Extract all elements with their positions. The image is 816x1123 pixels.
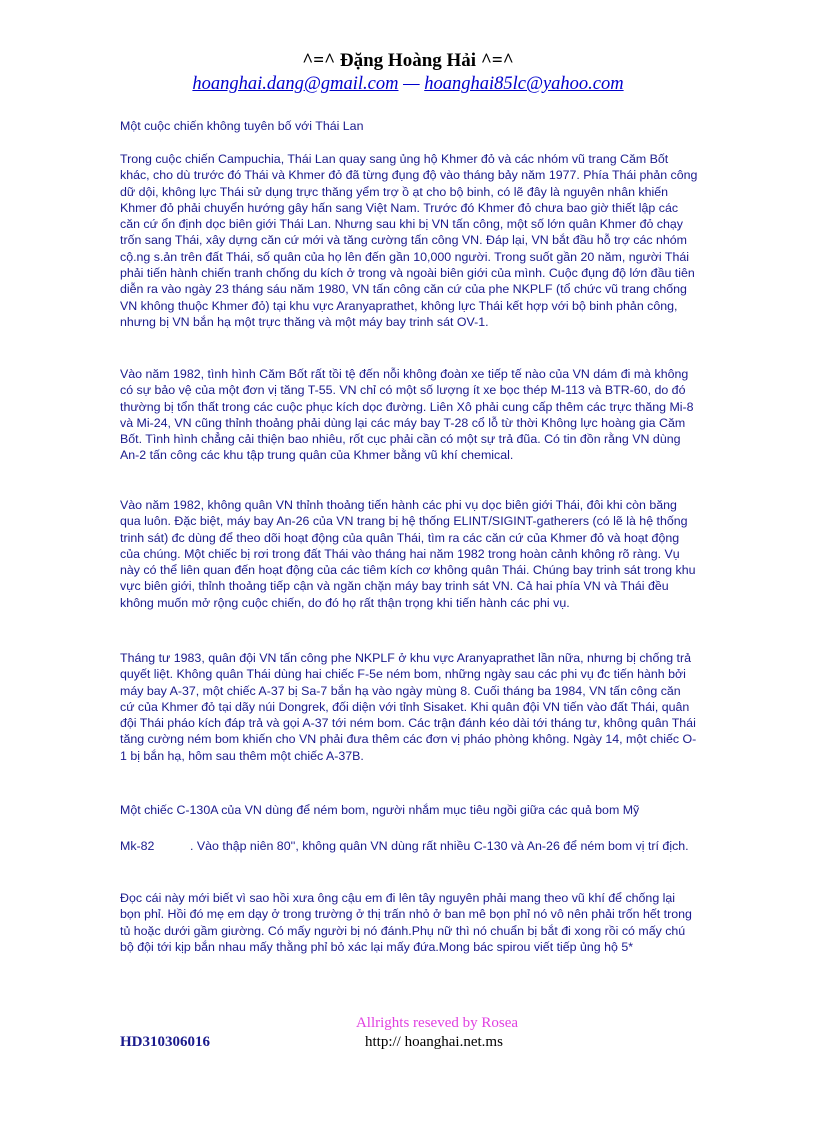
paragraph-text: Một chiếc C-130A của VN dùng để ném bom, người nhắm mục tiêu ngồi giữa các quả bom Mỹ	[120, 803, 640, 817]
paragraph-text: Trong cuộc chiến Campuchia, Thái Lan quay sang ủng hộ Khmer đỏ và các nhóm vũ trang Căm Bốt khác, cho dù trước đó Thái và Khmer đỏ đã từng đụng độ vào tháng bảy năm 1977. Phía Thái phản công dữ dội, không lực Thái sử dụng trực thăng yểm trợ ồ ạt cho bộ binh, có lẽ đây là nguyên nhân khiến Khmer đỏ phải chuyển hướng gây hấn sang Việt Nam. Trước đó Khmer đỏ chưa bao giờ thiết lập các căn cứ ổn định dọc biên giới Thái Lan. Nhưng sau khi bị VN tấn công, một số lớn quân Khmer đỏ chạy trốn sang Thái, xây dựng căn cứ mới và tăng cường tấn công VN. Đáp lại, VN bắt đầu hỗ trợ các nhóm cộ.ng s.ản trên đất Thái, số quân của họ lên đến gần 10,000 người. Trong suốt gần 20 năm, người Thái phải tiến hành chiến tranh chống du kích ở trong và ngoài biên giới của mình. Cuộc đụng độ lớn đầu tiên diễn ra vào ngày 23 tháng sáu năm 1980, VN tấn công căn cứ của phe NKPLF (tổ chức vũ trang chống VN không thuộc Khmer đỏ) tại khu vực Aranyaprathet, không lực Thái kết hợp với bộ binh phản công, nhưng bị VN bắn hạ một trực thăng và một máy bay trinh sát OV-1.	[120, 152, 698, 329]
author-header: ^=^ Đặng Hoàng Hải ^=^	[302, 50, 514, 71]
document-title: Một cuộc chiến không tuyên bố với Thái Lan	[120, 119, 364, 133]
closing-paragraph	[120, 890, 698, 955]
footer-url: http:// hoanghai.net.ms	[365, 1034, 503, 1050]
paragraph-text: Vào năm 1982, không quân VN thỉnh thoảng tiến hành các phi vụ dọc biên giới Thái, đôi khi còn băng qua luôn. Đặc biệt, máy bay An-26 của VN trang bị hệ thống ELINT/SIGINT-gatherers (có lẽ là hệ thống trinh sát) đc dùng để theo dõi hoạt động của quân Thái, tìm ra các căn cứ của Khmer đỏ và hoạt động của chúng. Một chiếc bị rơi trong đất Thái vào tháng hai năm 1982 trong hoàn cảnh không rõ ràng. Vụ này có thể liên quan đến hoạt động của các tiêm kích cơ không quân Thái. Chúng bay trinh sát trong khu vực biên giới, thỉnh thoảng tiếp cận và ngăn chặn máy bay trinh sát VN. Cả hai phía VN và Thái đều không muốn mở rộng cuộc chiến, do đó họ rất thận trọng khi tiến hành các phi vụ.	[120, 498, 696, 610]
footer-rights: Allrights reseved by Rosea	[355, 1015, 519, 1031]
paragraph-2	[120, 366, 698, 464]
email-link-yahoo[interactable]: hoanghai85lc@yahoo.com	[424, 74, 624, 94]
footer-doc-code: HD310306016	[120, 1034, 210, 1050]
header-emails	[0, 74, 816, 95]
paragraph-text	[120, 838, 698, 854]
email-link-gmail[interactable]: hoanghai.dang@gmail.com	[192, 74, 399, 94]
paragraph-text: Vào năm 1982, tình hình Căm Bốt rất tồi tệ đến nỗi không đoàn xe tiếp tế nào của VN dám đi mà không có sự bảo vệ của một đơn vị tăng T-55. VN chỉ có một số lượng ít xe bọc thép M-113 và BTR-60, do đó thường bị tổn thất trong các cuộc phục kích dọc đường. Liên Xô phải cung cấp thêm các trực thăng Mi-8 và Mi-24, VN cũng thỉnh thoảng phải dùng lại các máy bay T-28 cổ lỗ từ thời Không lực hoàng gia Căm Bốt. Tình hình chẳng cải thiện bao nhiêu, rốt cục phải cần có một sự trả đũa. Có tin đồn rằng VN dùng An-2 tấn công các khu tập trung quân của Khmer bằng vũ khí chemical.	[120, 367, 694, 463]
mk82-paragraph	[120, 838, 698, 854]
paragraph-1	[120, 151, 698, 330]
email-separator: —	[398, 74, 425, 94]
paragraph-text: Tháng tư 1983, quân đội VN tấn công phe NKPLF ở khu vực Aranyaprathet lần nữa, nhưng bị chống trả quyết liệt. Không quân Thái dùng hai chiếc F-5e ném bom, những ngày sau các phi vụ đc tiến hành bởi máy bay A-37, một chiếc A-37 bị Sa-7 bắn hạ vào ngày mùng 8. Cuối tháng ba 1984, VN tấn công căn cứ của Khmer đỏ tại dãy núi Dongrek, đối diện với tỉnh Sisaket. Khi quân đội VN tiến vào đất Thái, quân đội Thái pháo kích đáp trả và gọi A-37 tới ném bom. Các trận đánh kéo dài tới tháng tư, không quân Thái tăng cường ném bom khiến cho VN phải đưa thêm các đơn vị pháo phòng không. Ngày 14, một chiếc O-1 bị bắn hạ, hôm sau thêm một chiếc A-37B.	[120, 651, 697, 763]
paragraph-text: Đọc cái này mới biết vì sao hồi xưa ông cậu em đi lên tây nguyên phải mang theo vũ khí để chống lại bọn phỉ. Hồi đó mẹ em dạy ở trong trường ở thị trấn nhỏ ở ban mê bọn phỉ nó vô nên phải trốn hết trong tủ hoặc dưới gầm giường. Có mấy người bị nó đánh.Phụ nữ thì nó chuẩn bị bắt đi xong rồi có mấy chú bộ đội tới kịp bắn nhau mấy thằng phỉ bỏ xác lại mấy đứa.Mong bác spirou viết tiếp ủng hộ 5*	[120, 891, 692, 954]
mk82-label: Mk-82	[120, 839, 155, 853]
paragraph-4	[120, 650, 698, 764]
mk82-text: . Vào thập niên 80'', không quân VN dùng rất nhiều C-130 và An-26 để ném bom vị trí địch.	[190, 839, 689, 853]
image-caption-line	[120, 802, 698, 818]
paragraph-3	[120, 497, 698, 611]
